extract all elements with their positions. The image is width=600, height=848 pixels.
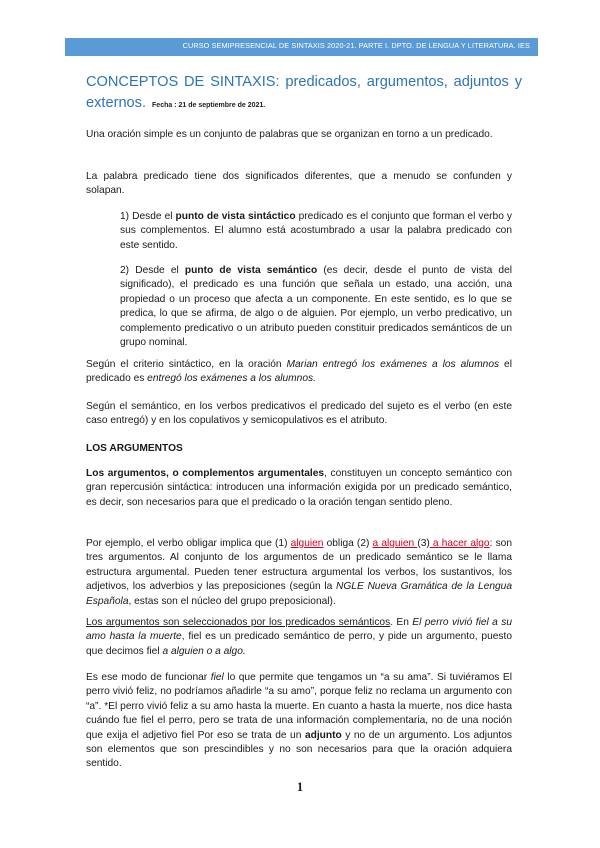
page-number: 1: [296, 780, 304, 794]
paragraph-semantic-example: Según el semántico, en los verbos predicativos el predicado del sujeto es el verbo (en este caso entregó) y en los copulativos y semicopulativos es el atributo.: [86, 401, 512, 427]
paragraph-fiel-explanation: Es ese modo de funcionar fiel lo que permite que tengamos un “a su ama”. Si tuviéramos El perro vivió feliz, no podríamos añadirle “a su amo”, porque feliz no reclama un argumento con “a”. *El perro vivió feliz a su amo hasta la muerte. En cuanto a hasta la muerte, nos dice hasta cuándo fue fiel el perro, pero se trata de una información complementaria, no de una noción que exija el adjetivo fiel Por eso se trata de un adjunto y no de un argumento. Los adjuntos son elementos que son prescindibles y no son necesarios para que la oración adquiera sentido.: [86, 672, 512, 770]
paragraph-arguments-definition: Los argumentos, o complementos argumentales, constituyen un concepto semántico con gran repercusión sintáctica: introducen una información exigida por un predicado semántico, es decir, son necesarios para que el predicado o la oración tengan sentido pleno.: [86, 468, 512, 508]
paragraph-argument-selection: Los argumentos son seleccionados por los predicados semánticos. En El perro vivió fiel a su amo hasta la muerte, fiel es un predicado semántico de perro, y pide un argumento, puesto que decimos fiel a alguien o a algo.: [86, 617, 513, 657]
paragraph-obligar-example: Por ejemplo, el verbo obligar implica que (1) alguien obliga (2) a alguien (3) a hacer algo: son tres argumentos. Al conjunto de los argumentos de un predicado semántico se le llama estructura argumental. Pueden tener estructura argumental los verbos, los sustantivos, los adjetivos, los adverbios y las preposiciones (según la NGLE Nueva Gramática de la Lengua Española, estas son el núcleo del grupo preposicional).: [86, 538, 513, 607]
document-date: Fecha : 21 de septiembre de 2021.: [152, 102, 266, 109]
paragraph-predicate-meanings: La palabra predicado tiene dos significados diferentes, que a menudo se confunden y solapan.: [86, 171, 512, 197]
course-header: CURSO SEMIPRESENCIAL DE SINTAXIS 2020-21. PARTE I. DPTO. DE LENGUA Y LITERATURA. IES: [182, 41, 530, 50]
header-bar: [65, 38, 538, 56]
list-item-semantic: 2) Desde el punto de vista semántico (es decir, desde el punto de vista del significado), el predicado es una función que señala un estado, una acción, una propiedad o un proceso que afecta a un componente. En este sentido, es lo que se predica, lo que se afirma, de algo o de alguien. Por ejemplo, un verbo predicativo, un complemento predicativo o un atributo pueden constituir predicados semánticos de un grupo nominal.: [120, 265, 513, 349]
paragraph-syntactic-example: Según el criterio sintáctico, en la oración Marian entregó los exámenes a los alumnos el predicado es entregó los exámenes a los alumnos.: [86, 359, 512, 385]
section-heading: LOS ARGUMENTOS: [86, 443, 183, 454]
paragraph-intro: Una oración simple es un conjunto de palabras que se organizan en torno a un predicado.: [86, 129, 493, 140]
page-title-continued: [86, 93, 265, 116]
page-title: CONCEPTOS DE SINTAXIS: predicados, argumentos, adjuntos y: [86, 74, 522, 90]
page-title-line2: externos.: [86, 95, 147, 111]
list-item-syntactic: 1) Desde el punto de vista sintáctico predicado es el conjunto que forman el verbo y sus complementos. El alumno está acostumbrado a usar la palabra predicado con este sentido.: [120, 211, 512, 251]
